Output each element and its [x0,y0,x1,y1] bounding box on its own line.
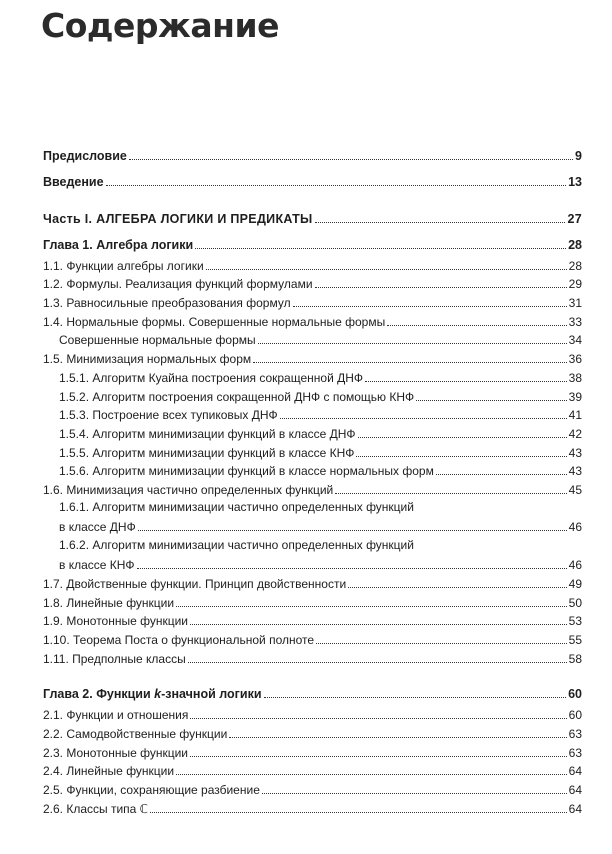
toc-entry-1-4a[interactable] [59,330,582,347]
toc-label: 1.2. Формулы. Реализация функций формулами [43,277,313,291]
toc-leader [176,606,567,607]
toc-entry-1-2[interactable] [43,274,582,291]
toc-leader [150,812,567,813]
toc-entry-2-4[interactable] [43,761,582,778]
toc-leader [129,159,573,160]
toc-leader [387,325,566,326]
toc-page: 63 [568,727,582,741]
toc-label: 2.6. Классы типа ℂ [43,802,149,816]
toc-entry-1-10[interactable] [43,630,582,647]
toc-entry-1-5-1[interactable] [59,368,582,385]
toc-label: 1.5.2. Алгоритм построения сокращенной ДНФ с помощью КНФ [59,390,415,404]
toc-label: 2.3. Монотонные функции [43,746,189,760]
toc-label: 2.5. Функции, сохраняющие разбиение [43,783,260,797]
toc-leader [416,400,566,401]
toc-page: 34 [568,333,582,347]
toc-entry-1-3[interactable] [43,293,582,310]
toc-page: 41 [568,408,582,422]
toc-label: 1.5.6. Алгоритм минимизации функций в классе нормальных форм [59,464,434,478]
toc-entry-2-2[interactable] [43,724,582,741]
toc-entry-2-6[interactable] [43,799,582,816]
toc-page: 42 [568,427,582,441]
toc-leader [365,381,567,382]
toc-leader [358,437,567,438]
toc-entry-1-1[interactable] [43,256,582,273]
toc-entry-1-6-2[interactable] [59,555,582,572]
toc-entry-1-8[interactable] [43,593,582,610]
toc-label: 2.4. Линейные функции [43,764,175,778]
toc-label: 1.8. Линейные функции [43,596,175,610]
toc-entry-1-11[interactable] [43,649,582,666]
toc-entry-1-4[interactable] [43,312,582,329]
toc-entry-part1[interactable] [43,209,582,226]
toc-page: 60 [568,708,582,722]
toc-label: 1.6. Минимизация частично определенных функций [43,483,334,497]
toc-entry-2-3[interactable] [43,743,582,760]
toc-page: 53 [568,614,582,628]
page-title: Содержание [41,6,279,45]
toc-leader [190,756,567,757]
toc-page: 55 [568,633,582,647]
toc-leader [190,718,566,719]
toc-label: 1.4. Нормальные формы. Совершенные нормальные формы [43,315,386,329]
toc-page: 43 [568,446,582,460]
toc-leader [315,222,566,223]
toc-label: 1.10. Теорема Поста о функциональной полноте [43,633,315,647]
toc-page: 45 [568,483,582,497]
toc-page: 29 [568,277,582,291]
toc-leader [206,269,567,270]
toc-leader [356,456,566,457]
toc-leader [280,418,567,419]
toc-label: 2.2. Самодвойственные функции [43,727,228,741]
toc-page: 58 [568,652,582,666]
toc-page: 28 [568,238,582,252]
toc-page: 64 [568,783,582,797]
toc-page: 9 [575,149,582,163]
toc-entry-1-5-4[interactable] [59,424,582,441]
toc-leader [190,624,567,625]
toc-label [43,687,262,701]
toc-label: Глава 1. Алгебра логики [43,238,194,252]
toc-leader [188,662,567,663]
toc-page: 60 [568,687,582,701]
toc-leader [253,362,567,363]
toc-entry-1-5-3[interactable] [59,405,582,422]
toc-leader [195,248,566,249]
toc-label: 1.5.4. Алгоритм минимизации функций в классе ДНФ [59,427,356,441]
toc-page: 43 [568,464,582,478]
toc-entry-ch1[interactable] [43,235,582,252]
toc-label-prefix: Глава 2. Функции [43,687,155,701]
toc-label: в классе КНФ [59,558,135,572]
toc-leader [316,643,567,644]
toc-label: 1.5. Минимизация нормальных форм [43,352,252,366]
toc-label: Совершенные нормальные формы [59,333,256,347]
toc-leader [348,587,566,588]
toc-label: Предисловие [43,149,127,163]
toc-entry-intro[interactable] [43,172,582,189]
toc-leader [137,568,567,569]
toc-leader [293,306,567,307]
toc-page: 63 [568,746,582,760]
toc-entry-1-6-2-line1[interactable]: 1.6.2. Алгоритм минимизации частично определенных функций [59,538,414,552]
toc-page: 28 [568,259,582,273]
toc-page: 64 [568,764,582,778]
toc-leader [106,185,567,186]
toc-label-suffix: -значной логики [161,687,262,701]
toc-label: 1.5.5. Алгоритм минимизации функций в классе КНФ [59,446,355,460]
toc-page: 46 [568,558,582,572]
toc-entry-1-6[interactable] [43,480,582,497]
toc-entry-1-5-2[interactable] [59,387,582,404]
toc-leader [335,493,566,494]
toc-leader [176,774,567,775]
toc-page: 33 [568,315,582,329]
toc-label: Часть I. АЛГЕБРА ЛОГИКИ И ПРЕДИКАТЫ [43,212,313,226]
toc-label: 1.3. Равносильные преобразования формул [43,296,291,310]
toc-label: 1.1. Функции алгебры логики [43,259,204,273]
toc-entry-1-6-1[interactable] [59,517,582,534]
toc-entry-1-6-1-line1[interactable]: 1.6.1. Алгоритм минимизации частично определенных функций [59,500,414,514]
toc-entry-2-5[interactable] [43,780,582,797]
toc-label: 1.5.1. Алгоритм Куайна построения сокращенной ДНФ [59,371,364,385]
toc-label: 1.11. Предполные классы [43,652,186,666]
toc-leader [436,474,567,475]
toc-page: 27 [567,212,582,226]
toc-leader [138,530,567,531]
toc-page: 36 [568,352,582,366]
toc-label-k: k [154,687,162,701]
toc-entry-preface[interactable] [43,146,582,163]
toc-label: 1.9. Монотонные функции [43,614,189,628]
toc-label: 1.5.3. Построение всех тупиковых ДНФ [59,408,278,422]
toc-page: 46 [568,520,582,534]
toc-leader [229,737,566,738]
toc-entry-1-7[interactable] [43,574,582,591]
toc-entry-ch2[interactable] [43,684,582,701]
toc-leader [258,343,567,344]
toc-page: 64 [568,802,582,816]
toc-page: 31 [568,296,582,310]
toc-entry-2-1[interactable] [43,705,582,722]
toc-page: 49 [568,577,582,591]
toc-label: в классе ДНФ [59,520,136,534]
toc-leader [264,697,567,698]
toc-leader [262,793,567,794]
toc-page: 13 [568,175,582,189]
toc-entry-1-5[interactable] [43,349,582,366]
toc-label: 1.7. Двойственные функции. Принцип двойственности [43,577,347,591]
toc-page: 39 [568,390,582,404]
toc-entry-1-5-5[interactable] [59,443,582,460]
toc-label: Введение [43,175,104,189]
toc-leader [315,287,567,288]
toc-label: 2.1. Функции и отношения [43,708,189,722]
toc-entry-1-9[interactable] [43,611,582,628]
toc-page: 50 [568,596,582,610]
toc-entry-1-5-6[interactable] [59,461,582,478]
toc-page: 38 [568,371,582,385]
